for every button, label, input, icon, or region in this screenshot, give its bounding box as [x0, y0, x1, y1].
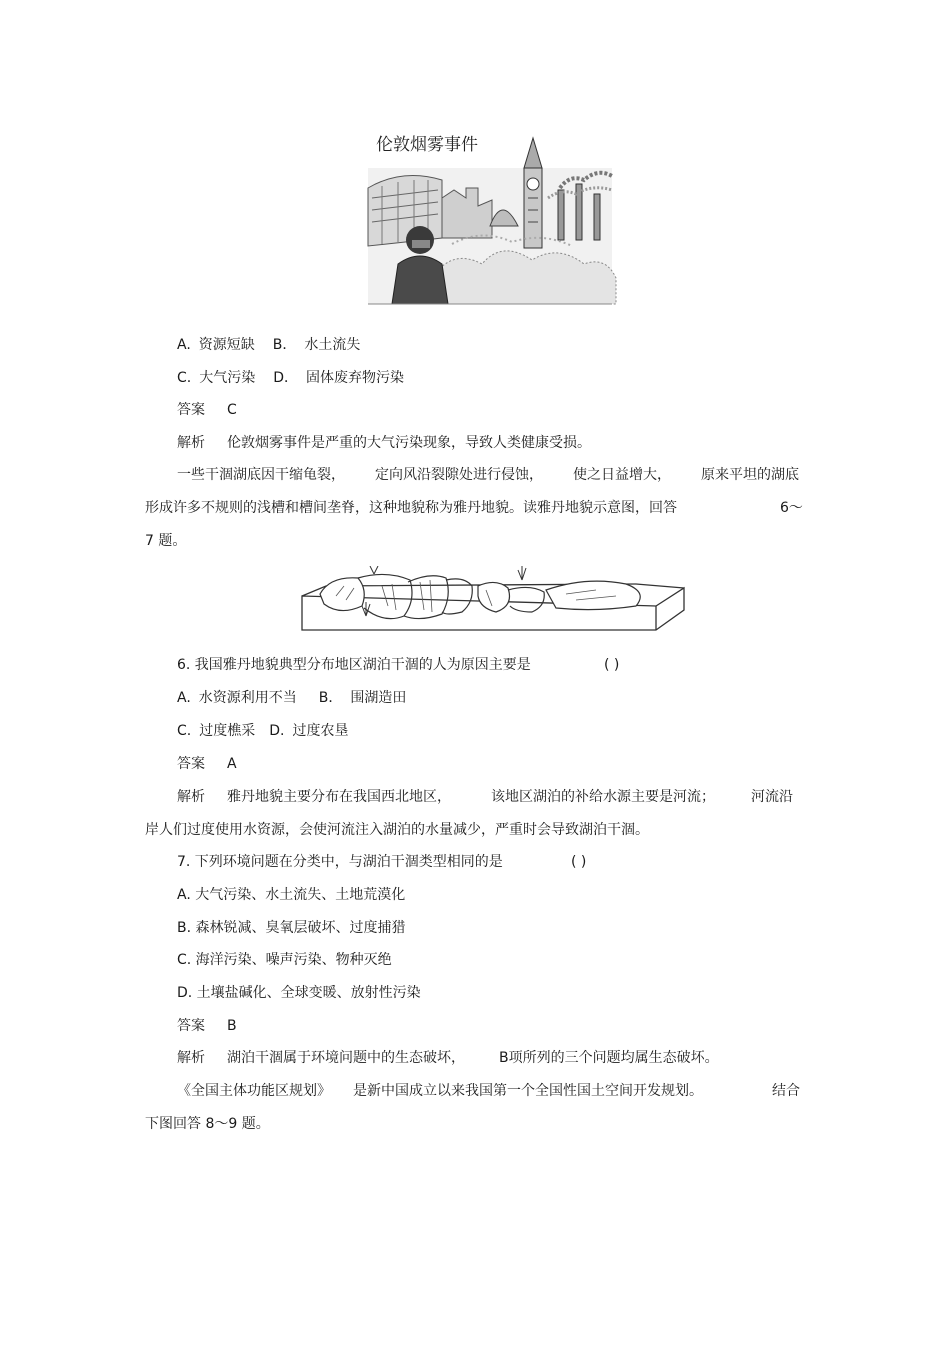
q5-options-cd [177, 368, 404, 388]
intro-67-line3 [145, 531, 186, 551]
intro-67-line1 [177, 465, 799, 485]
yardang-figure [296, 566, 688, 636]
option-c-text: 大气污染 [199, 370, 256, 386]
analysis-label: 解析 [177, 789, 205, 805]
intro-text: 是新中国成立以来我国第一个全国性国土空间开发规划。 [353, 1083, 703, 1099]
analysis-label: 解析 [177, 435, 205, 451]
option-c-text: 过度樵采 [199, 723, 256, 739]
option-b-text: B. 森林锐减、臭氧层破坏、过度捕猎 [177, 920, 406, 936]
intro-text: 形成许多不规则的浅槽和槽间垄脊，这种地貌称为雅丹地貌。读雅丹地貌示意图，回答 [145, 500, 677, 516]
question-stem: 6. 我国雅丹地貌典型分布地区湖泊干涸的人为原因主要是 [177, 657, 531, 673]
option-d-text: 固体废弃物污染 [306, 370, 405, 386]
intro-text: 6～ [780, 500, 803, 516]
answer-label: 答案 [177, 1018, 205, 1034]
option-c-label: C. [177, 370, 192, 386]
q7-option-a [177, 885, 405, 905]
question-stem: 7. 下列环境问题在分类中，与湖泊干涸类型相同的是 [177, 854, 503, 870]
intro-text: 结合 [772, 1083, 800, 1099]
analysis-text: B项所列的三个问题均属生态破坏。 [499, 1050, 719, 1066]
option-c-label: C. [177, 723, 192, 739]
option-d-label: D． [273, 370, 299, 386]
intro-text: 《全国主体功能区规划》 [177, 1083, 331, 1099]
q7-option-d [177, 983, 421, 1003]
q7-option-b [177, 918, 406, 938]
analysis-text: 雅丹地貌主要分布在我国西北地区， [227, 789, 451, 805]
yardang-landform-diagram-icon [296, 566, 688, 636]
q5-analysis [177, 433, 591, 453]
option-d-label: D. [269, 723, 285, 739]
q6-answer [177, 754, 237, 774]
intro-89-line2 [145, 1114, 270, 1134]
figure-title: 伦敦烟雾事件 [376, 135, 478, 155]
q6-analysis-line1 [177, 787, 793, 807]
q5-answer [177, 400, 237, 420]
q7-answer-blank [571, 852, 586, 872]
q5-options-ab [177, 335, 360, 355]
q6-options-ab [177, 688, 406, 708]
option-a-text: A. 大气污染、水土流失、土地荒漠化 [177, 887, 406, 903]
option-a-label: A. [177, 690, 191, 706]
option-c-text: C. 海洋污染、噪声污染、物种灭绝 [177, 952, 392, 968]
intro-67-line2 [145, 498, 677, 518]
london-smog-figure [362, 128, 618, 308]
london-smog-illustration-icon [362, 128, 618, 308]
analysis-text: 河流沿 [751, 789, 793, 805]
analysis-text: 伦敦烟雾事件是严重的大气污染现象，导致人类健康受损。 [227, 435, 591, 451]
answer-blank: ( ) [571, 854, 587, 870]
option-a-text: 资源短缺 [198, 337, 255, 353]
answer-value: A [227, 756, 237, 772]
analysis-text: 岸人们过度使用水资源，会使河流注入湖泊的水量减少，严重时会导致湖泊干涸。 [145, 822, 649, 838]
intro-text: 7 题。 [145, 533, 187, 549]
q6-stem [177, 655, 531, 675]
answer-value: B [227, 1018, 237, 1034]
intro-text: 原来平坦的湖底 [701, 467, 799, 483]
answer-blank: ( ) [604, 657, 620, 673]
analysis-text: 湖泊干涸属于环境问题中的生态破坏， [227, 1050, 465, 1066]
intro-text: 使之日益增大， [573, 467, 671, 483]
option-b-text: 水土流失 [304, 337, 361, 353]
q6-answer-blank [604, 655, 619, 675]
q7-option-c [177, 950, 392, 970]
q7-analysis [177, 1048, 719, 1068]
intro-text: 一些干涸湖底因干缩龟裂， [177, 467, 345, 483]
analysis-text: 该地区湖泊的补给水源主要是河流； [491, 789, 715, 805]
analysis-label: 解析 [177, 1050, 205, 1066]
q7-stem [177, 852, 503, 872]
answer-value: C [227, 402, 237, 418]
answer-label: 答案 [177, 402, 205, 418]
intro-67-range [780, 498, 803, 518]
option-d-text: 过度农垦 [292, 723, 349, 739]
option-b-text: 围湖造田 [350, 690, 407, 706]
option-d-text: D. 土壤盐碱化、全球变暖、放射性污染 [177, 985, 421, 1001]
q6-options-cd [177, 721, 348, 741]
option-b-label: B． [318, 690, 343, 706]
intro-89-line1-end [772, 1081, 800, 1101]
q7-answer [177, 1016, 237, 1036]
intro-text: 下图回答 8～9 题。 [145, 1116, 270, 1132]
option-a-label: A. [177, 337, 191, 353]
intro-text: 定向风沿裂隙处进行侵蚀， [375, 467, 543, 483]
option-b-label: B． [272, 337, 297, 353]
intro-89-line1 [177, 1081, 703, 1101]
option-a-text: 水资源利用不当 [198, 690, 297, 706]
q6-analysis-line2 [145, 820, 649, 840]
answer-label: 答案 [177, 756, 205, 772]
